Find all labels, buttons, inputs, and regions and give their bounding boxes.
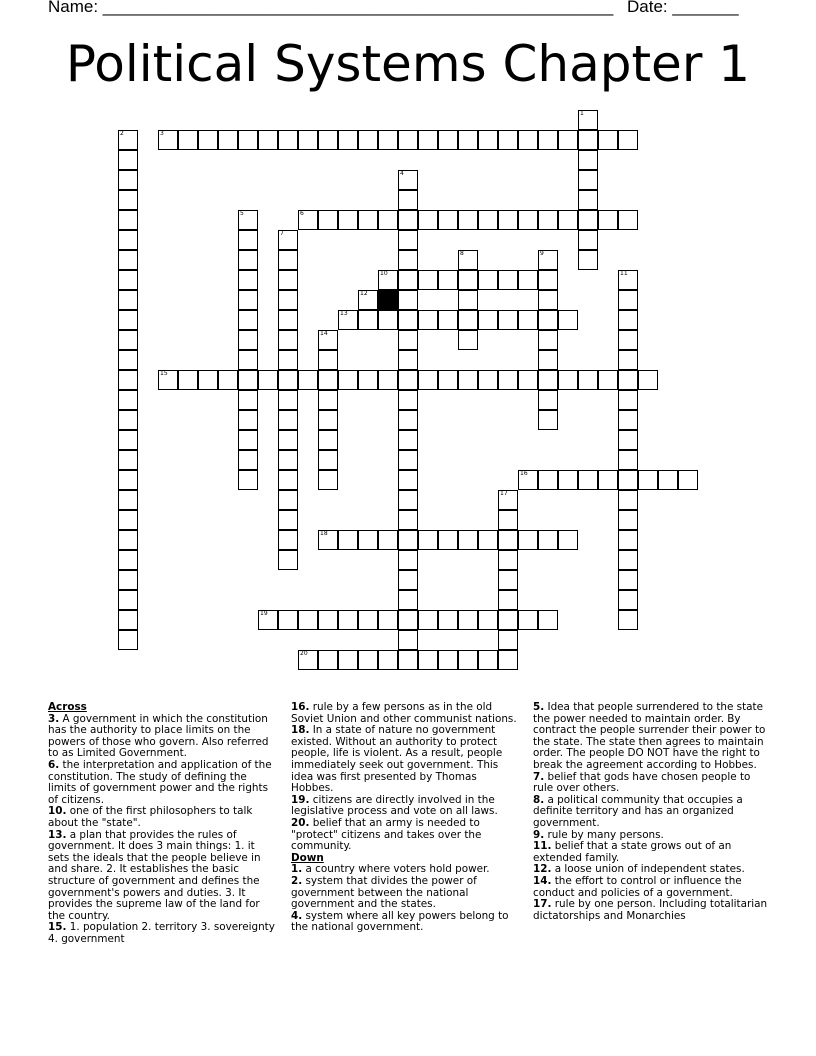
grid-cell[interactable] <box>118 290 138 310</box>
grid-cell[interactable] <box>538 410 558 430</box>
grid-cell[interactable] <box>538 290 558 310</box>
grid-cell[interactable] <box>438 370 458 390</box>
grid-cell[interactable] <box>618 590 638 610</box>
grid-cell[interactable] <box>418 270 438 290</box>
grid-cell[interactable] <box>118 410 138 430</box>
grid-cell[interactable] <box>618 530 638 550</box>
grid-cell[interactable] <box>118 230 138 250</box>
grid-cell[interactable] <box>118 330 138 350</box>
grid-cell[interactable] <box>618 470 638 490</box>
grid-cell[interactable] <box>618 290 638 310</box>
grid-cell[interactable] <box>278 350 298 370</box>
grid-cell[interactable] <box>118 350 138 370</box>
clue-column-1 <box>48 702 276 945</box>
grid-cell[interactable] <box>618 490 638 510</box>
grid-cell[interactable] <box>338 130 358 150</box>
grid-cell[interactable] <box>398 630 418 650</box>
grid-cell[interactable] <box>398 370 418 390</box>
grid-cell[interactable] <box>618 410 638 430</box>
grid-cell[interactable] <box>618 210 638 230</box>
grid-cell[interactable] <box>538 330 558 350</box>
grid-cell[interactable] <box>278 470 298 490</box>
grid-cell[interactable] <box>238 410 258 430</box>
clue-number: 14 <box>320 330 328 337</box>
grid-cell[interactable] <box>498 310 518 330</box>
clue-number: 13 <box>340 310 348 317</box>
grid-cell[interactable] <box>358 210 378 230</box>
grid-cell[interactable] <box>618 510 638 530</box>
grid-cell[interactable] <box>338 650 358 670</box>
grid-cell[interactable] <box>618 450 638 470</box>
clue-number: 15 <box>160 370 168 377</box>
grid-cell[interactable] <box>238 310 258 330</box>
grid-cell[interactable] <box>418 370 438 390</box>
grid-cell[interactable] <box>238 290 258 310</box>
grid-cell[interactable] <box>218 130 238 150</box>
clue-down-14: 14. the effort to control or influence the conduct and policies of a government. <box>533 874 742 899</box>
grid-cell[interactable] <box>418 530 438 550</box>
grid-cell[interactable] <box>538 130 558 150</box>
grid-cell[interactable] <box>118 370 138 390</box>
grid-cell[interactable] <box>278 390 298 410</box>
grid-cell[interactable] <box>198 130 218 150</box>
grid-cell[interactable] <box>498 610 518 630</box>
grid-cell[interactable] <box>398 390 418 410</box>
clue-across-16: 16. rule by a few persons as in the old Soviet Union and other communist nations. <box>291 701 517 725</box>
grid-cell[interactable] <box>458 130 478 150</box>
grid-cell[interactable] <box>478 370 498 390</box>
grid-cell[interactable] <box>538 470 558 490</box>
grid-cell[interactable] <box>318 350 338 370</box>
clue-number: 18 <box>320 530 328 537</box>
grid-cell[interactable] <box>558 370 578 390</box>
grid-cell[interactable] <box>258 370 278 390</box>
clue-number: 2 <box>120 130 124 137</box>
grid-cell[interactable] <box>578 230 598 250</box>
clue-number: 10 <box>380 270 388 277</box>
grid-cell[interactable] <box>238 130 258 150</box>
grid-cell[interactable] <box>318 210 338 230</box>
clue-column-2 <box>291 702 520 934</box>
grid-cell[interactable] <box>278 450 298 470</box>
grid-cell[interactable] <box>238 330 258 350</box>
grid-cell[interactable] <box>418 650 438 670</box>
grid-cell[interactable] <box>278 310 298 330</box>
grid-cell[interactable] <box>398 350 418 370</box>
grid-cell[interactable] <box>658 470 678 490</box>
grid-cell[interactable] <box>438 210 458 230</box>
clue-down-8: 8. a political community that occupies a definite territory and has an organized government. <box>533 793 743 829</box>
grid-cell[interactable] <box>118 490 138 510</box>
clue-down-12: 12. a loose union of independent states. <box>533 863 745 876</box>
clue-across-13: 13. a plan that provides the rules of government. It does 3 main things: 1. it sets the ideals that the people believe in and share. 2. It establishes the basic structure of government and defines the government's powers and duties. 3. It provides the supreme law of the land for the country. <box>48 828 261 922</box>
grid-cell[interactable] <box>498 590 518 610</box>
grid-cell[interactable] <box>278 270 298 290</box>
grid-cell[interactable] <box>278 290 298 310</box>
grid-cell[interactable] <box>378 650 398 670</box>
clue-down-1: 1. a country where voters hold power. <box>291 863 490 876</box>
grid-cell[interactable] <box>498 650 518 670</box>
grid-cell[interactable] <box>438 310 458 330</box>
grid-cell[interactable] <box>238 450 258 470</box>
clue-number: 3 <box>160 130 164 137</box>
grid-cell[interactable] <box>358 530 378 550</box>
grid-cell[interactable] <box>378 370 398 390</box>
grid-cell[interactable] <box>418 130 438 150</box>
grid-cell[interactable] <box>278 490 298 510</box>
grid-cell[interactable] <box>438 270 458 290</box>
grid-cell[interactable] <box>218 370 238 390</box>
grid-cell[interactable] <box>398 130 418 150</box>
grid-cell[interactable] <box>558 210 578 230</box>
grid-cell[interactable] <box>238 270 258 290</box>
grid-cell[interactable] <box>618 370 638 390</box>
grid-cell[interactable] <box>538 350 558 370</box>
grid-cell[interactable] <box>318 370 338 390</box>
clue-across-15: 15. 1. population 2. territory 3. sovereignty 4. government <box>48 921 275 945</box>
grid-cell[interactable] <box>438 530 458 550</box>
clue-across-20: 20. belief that an army is needed to "protect" citizens and takes over the community. <box>291 816 482 853</box>
grid-cell[interactable] <box>458 290 478 310</box>
grid-cell[interactable] <box>358 610 378 630</box>
clue-number: 5 <box>240 210 244 217</box>
grid-cell[interactable] <box>318 410 338 430</box>
name-field[interactable]: Name: ______________________________________________________ <box>48 0 614 16</box>
grid-cell[interactable] <box>398 650 418 670</box>
grid-cell[interactable] <box>478 650 498 670</box>
grid-cell[interactable] <box>618 330 638 350</box>
grid-cell[interactable] <box>238 230 258 250</box>
grid-cell[interactable] <box>618 430 638 450</box>
grid-cell[interactable] <box>498 570 518 590</box>
grid-cell[interactable] <box>478 610 498 630</box>
grid-cell[interactable] <box>498 510 518 530</box>
page-title: Political Systems Chapter 1 <box>65 35 751 93</box>
grid-cell[interactable] <box>578 130 598 150</box>
grid-cell[interactable] <box>458 310 478 330</box>
grid-cell[interactable] <box>398 570 418 590</box>
grid-cell[interactable] <box>358 130 378 150</box>
grid-cell[interactable] <box>118 570 138 590</box>
grid-cell[interactable] <box>578 250 598 270</box>
grid-cell[interactable] <box>378 310 398 330</box>
grid-cell[interactable] <box>278 430 298 450</box>
grid-cell[interactable] <box>118 550 138 570</box>
grid-cell[interactable] <box>638 470 658 490</box>
grid-cell[interactable] <box>118 210 138 230</box>
grid-cell[interactable] <box>278 250 298 270</box>
grid-cell[interactable] <box>458 650 478 670</box>
grid-cell[interactable] <box>278 330 298 350</box>
grid-cell[interactable] <box>498 550 518 570</box>
grid-cell[interactable] <box>418 310 438 330</box>
grid-cell[interactable] <box>618 130 638 150</box>
grid-cell[interactable] <box>498 270 518 290</box>
grid-cell[interactable] <box>318 450 338 470</box>
grid-cell[interactable] <box>498 130 518 150</box>
clue-down-17: 17. rule by one person. Including totalitarian dictatorships and Monarchies <box>533 898 768 922</box>
grid-cell[interactable] <box>398 430 418 450</box>
black-cell <box>378 290 398 310</box>
grid-cell[interactable] <box>318 390 338 410</box>
grid-cell[interactable] <box>318 130 338 150</box>
clue-down-7: 7. belief that gods have chosen people to rule over others. <box>533 770 751 795</box>
grid-cell[interactable] <box>498 530 518 550</box>
clue-down-4: 4. system where all key powers belong to the national government. <box>291 909 509 934</box>
grid-cell[interactable] <box>398 290 418 310</box>
grid-cell[interactable] <box>538 270 558 290</box>
grid-cell[interactable] <box>458 210 478 230</box>
grid-cell[interactable] <box>278 530 298 550</box>
grid-cell[interactable] <box>518 610 538 630</box>
grid-cell[interactable] <box>458 370 478 390</box>
clue-across-10: 10. one of the first philosophers to talk about the "state". <box>48 805 253 829</box>
grid-cell[interactable] <box>378 210 398 230</box>
grid-cell[interactable] <box>198 370 218 390</box>
down-heading: Down <box>291 851 324 864</box>
clue-down-5: 5. Idea that people surrendered to the state the power needed to maintain order. By contract the people surrender their power to the state. The state then agrees to maintain order. The people DO NOT have the right to break the agreement according to Hobbes. <box>533 701 766 771</box>
grid-cell[interactable] <box>238 250 258 270</box>
grid-cell[interactable] <box>398 330 418 350</box>
grid-cell[interactable] <box>438 610 458 630</box>
grid-cell[interactable] <box>498 370 518 390</box>
grid-cell[interactable] <box>398 250 418 270</box>
grid-cell[interactable] <box>598 130 618 150</box>
grid-cell[interactable] <box>438 130 458 150</box>
grid-cell[interactable] <box>238 390 258 410</box>
grid-cell[interactable] <box>178 130 198 150</box>
grid-cell[interactable] <box>118 250 138 270</box>
grid-cell[interactable] <box>458 330 478 350</box>
grid-cell[interactable] <box>358 370 378 390</box>
grid-cell[interactable] <box>398 610 418 630</box>
grid-cell[interactable] <box>678 470 698 490</box>
grid-cell[interactable] <box>378 610 398 630</box>
grid-cell[interactable] <box>538 370 558 390</box>
grid-cell[interactable] <box>398 230 418 250</box>
grid-cell[interactable] <box>338 610 358 630</box>
clue-number: 20 <box>300 650 308 657</box>
clue-number: 12 <box>360 290 368 297</box>
clue-across-3: 3. A government in which the constitution has the authority to place limits on the powers of those who govern. Also referred to as Limited Government. <box>48 712 269 760</box>
grid-cell[interactable] <box>618 550 638 570</box>
grid-cell[interactable] <box>178 370 198 390</box>
grid-cell[interactable] <box>398 410 418 430</box>
grid-cell[interactable] <box>278 130 298 150</box>
grid-cell[interactable] <box>578 210 598 230</box>
grid-cell[interactable] <box>358 310 378 330</box>
clue-number: 9 <box>540 250 544 257</box>
grid-cell[interactable] <box>238 370 258 390</box>
clue-down-11: 11. belief that a state grows out of an extended family. <box>533 840 732 864</box>
grid-cell[interactable] <box>538 610 558 630</box>
grid-cell[interactable] <box>578 170 598 190</box>
grid-cell[interactable] <box>278 550 298 570</box>
grid-cell[interactable] <box>338 210 358 230</box>
grid-cell[interactable] <box>398 590 418 610</box>
grid-cell[interactable] <box>398 510 418 530</box>
grid-cell[interactable] <box>118 390 138 410</box>
grid-cell[interactable] <box>238 470 258 490</box>
grid-cell[interactable] <box>278 410 298 430</box>
grid-cell[interactable] <box>518 370 538 390</box>
grid-cell[interactable] <box>558 310 578 330</box>
grid-cell[interactable] <box>118 510 138 530</box>
grid-cell[interactable] <box>418 610 438 630</box>
grid-cell[interactable] <box>458 530 478 550</box>
grid-cell[interactable] <box>118 470 138 490</box>
grid-cell[interactable] <box>458 270 478 290</box>
grid-cell[interactable] <box>498 630 518 650</box>
grid-cell[interactable] <box>538 310 558 330</box>
clue-number: 17 <box>500 490 508 497</box>
grid-cell[interactable] <box>458 610 478 630</box>
grid-cell[interactable] <box>378 130 398 150</box>
grid-cell[interactable] <box>518 130 538 150</box>
grid-cell[interactable] <box>538 210 558 230</box>
grid-cell[interactable] <box>618 350 638 370</box>
grid-cell[interactable] <box>318 470 338 490</box>
grid-cell[interactable] <box>118 450 138 470</box>
clue-number: 19 <box>260 610 268 617</box>
grid-cell[interactable] <box>478 310 498 330</box>
grid-cell[interactable] <box>578 150 598 170</box>
grid-cell[interactable] <box>598 370 618 390</box>
grid-cell[interactable] <box>278 370 298 390</box>
grid-cell[interactable] <box>278 510 298 530</box>
grid-cell[interactable] <box>598 470 618 490</box>
grid-cell[interactable] <box>338 370 358 390</box>
clue-down-2: 2. system that divides the power of government between the national government and the states. <box>291 874 477 911</box>
grid-cell[interactable] <box>318 650 338 670</box>
grid-cell[interactable] <box>118 310 138 330</box>
grid-cell[interactable] <box>278 610 298 630</box>
grid-cell[interactable] <box>498 210 518 230</box>
across-heading: Across <box>48 701 87 713</box>
grid-cell[interactable] <box>398 470 418 490</box>
grid-cell[interactable] <box>118 430 138 450</box>
grid-cell[interactable] <box>558 530 578 550</box>
grid-cell[interactable] <box>118 530 138 550</box>
grid-cell[interactable] <box>298 370 318 390</box>
grid-cell[interactable] <box>438 650 458 670</box>
clue-across-6: 6. the interpretation and application of the constitution. The study of defining the limits of government power and the rights of citizens. <box>48 758 272 806</box>
grid-cell[interactable] <box>518 270 538 290</box>
clue-down-9: 9. rule by many persons. <box>533 828 664 841</box>
grid-cell[interactable] <box>538 530 558 550</box>
grid-cell[interactable] <box>618 390 638 410</box>
clue-number: 8 <box>460 250 464 257</box>
grid-cell[interactable] <box>338 530 358 550</box>
grid-cell[interactable] <box>398 450 418 470</box>
grid-cell[interactable] <box>578 370 598 390</box>
grid-cell[interactable] <box>238 350 258 370</box>
grid-cell[interactable] <box>298 610 318 630</box>
grid-cell[interactable] <box>598 210 618 230</box>
clue-number: 1 <box>580 110 584 117</box>
grid-cell[interactable] <box>238 430 258 450</box>
grid-cell[interactable] <box>118 270 138 290</box>
grid-cell[interactable] <box>478 530 498 550</box>
grid-cell[interactable] <box>638 370 658 390</box>
grid-cell[interactable] <box>518 310 538 330</box>
grid-cell[interactable] <box>578 470 598 490</box>
clue-number: 16 <box>520 470 528 477</box>
grid-cell[interactable] <box>618 310 638 330</box>
clue-number: 7 <box>280 230 284 237</box>
grid-cell[interactable] <box>478 130 498 150</box>
grid-cell[interactable] <box>478 270 498 290</box>
clue-number: 4 <box>400 170 404 177</box>
grid-cell[interactable] <box>118 610 138 630</box>
date-field[interactable]: Date: _______ <box>627 0 739 16</box>
grid-cell[interactable] <box>398 530 418 550</box>
grid-cell[interactable] <box>118 630 138 650</box>
grid-cell[interactable] <box>298 130 318 150</box>
grid-cell[interactable] <box>398 270 418 290</box>
grid-cell[interactable] <box>418 210 438 230</box>
grid-cell[interactable] <box>558 470 578 490</box>
grid-cell[interactable] <box>118 590 138 610</box>
grid-cell[interactable] <box>558 130 578 150</box>
clue-across-19: 19. citizens are directly involved in the legislative process and vote on all laws. <box>291 793 498 818</box>
grid-cell[interactable] <box>398 190 418 210</box>
clue-number: 11 <box>620 270 628 277</box>
grid-cell[interactable] <box>118 170 138 190</box>
grid-cell[interactable] <box>318 430 338 450</box>
grid-cell[interactable] <box>618 570 638 590</box>
grid-cell[interactable] <box>378 530 398 550</box>
grid-cell[interactable] <box>478 210 498 230</box>
grid-cell[interactable] <box>318 610 338 630</box>
grid-cell[interactable] <box>518 530 538 550</box>
grid-cell[interactable] <box>398 550 418 570</box>
clue-across-18: 18. In a state of nature no government existed. Without an authority to protect people, life is violent. As a result, people immediately seek out government. This idea was first presented by Thomas Hobbes. <box>291 724 503 795</box>
grid-cell[interactable] <box>118 190 138 210</box>
clue-number: 6 <box>300 210 304 217</box>
grid-cell[interactable] <box>578 190 598 210</box>
clue-column-3 <box>533 702 769 922</box>
grid-cell[interactable] <box>518 210 538 230</box>
grid-cell[interactable] <box>538 390 558 410</box>
grid-cell[interactable] <box>398 490 418 510</box>
grid-cell[interactable] <box>118 150 138 170</box>
grid-cell[interactable] <box>358 650 378 670</box>
grid-cell[interactable] <box>398 310 418 330</box>
grid-cell[interactable] <box>398 210 418 230</box>
grid-cell[interactable] <box>618 610 638 630</box>
grid-cell[interactable] <box>258 130 278 150</box>
